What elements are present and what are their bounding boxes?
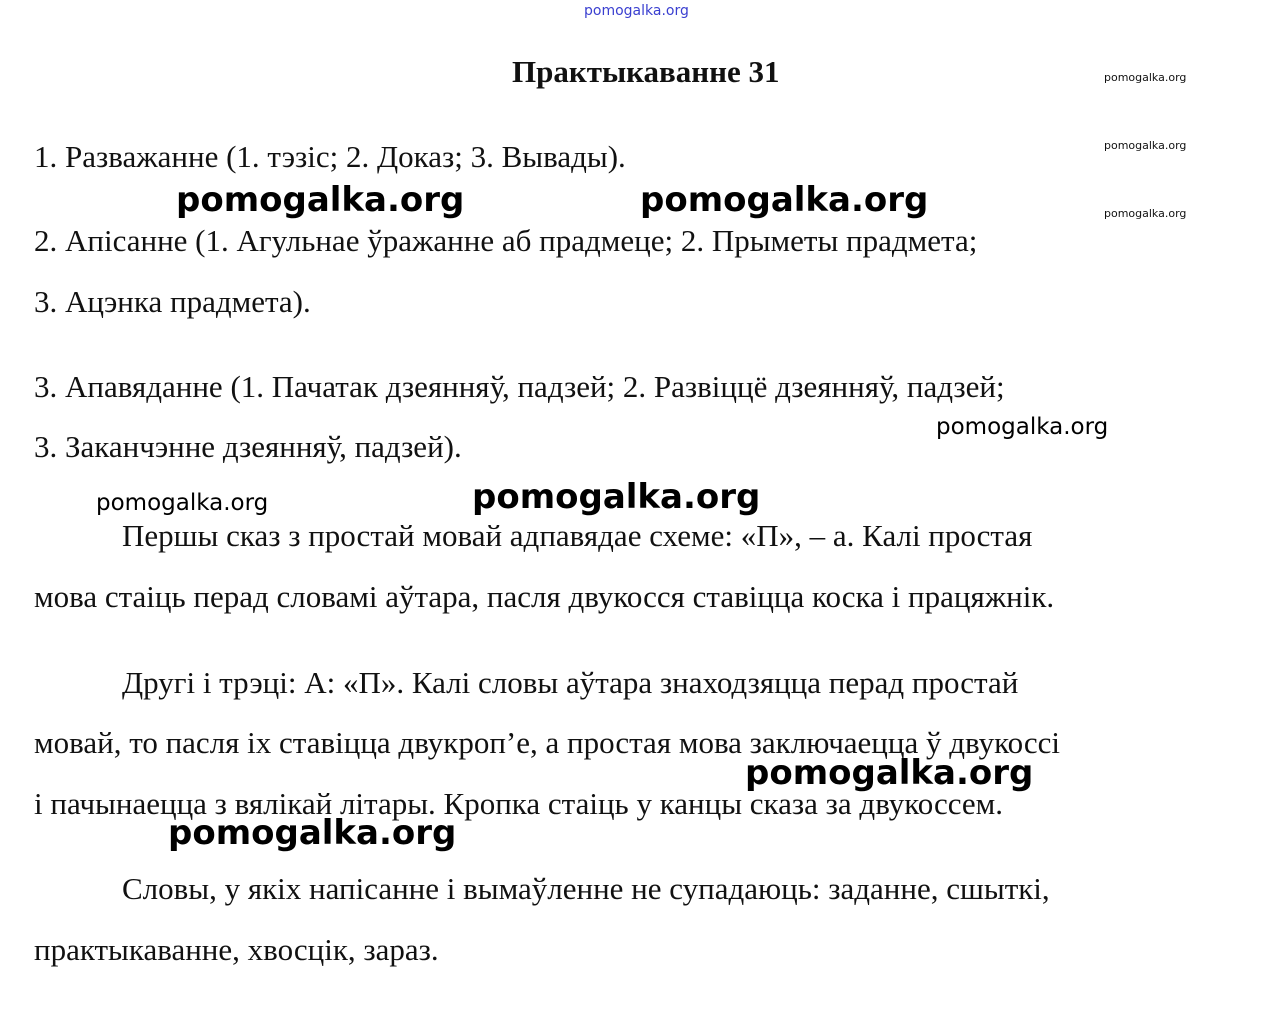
- watermark-top-link[interactable]: pomogalka.org: [584, 3, 689, 19]
- watermark-large: pomogalka.org: [472, 477, 761, 517]
- watermark-large: pomogalka.org: [168, 813, 457, 853]
- watermark-large: pomogalka.org: [745, 753, 1034, 793]
- text-line: мовай, то пасля іх ставіцца двукроп’е, а простая мова заключаецца ў двукоссі: [34, 725, 1060, 760]
- page-title: Практыкаванне 31: [512, 54, 780, 89]
- watermark-medium: pomogalka.org: [96, 490, 269, 516]
- text-line: 3. Заканчэнне дзеянняў, падзей).: [34, 429, 462, 464]
- text-line: 3. Ацэнка прадмета).: [34, 284, 311, 319]
- text-line: мова стаіць перад словамі аўтара, пасля двукосся ставіцца коска і працяжнік.: [34, 579, 1055, 614]
- text-line: Словы, у якіх напісанне і вымаўленне не супадаюць: заданне, сшыткі,: [122, 871, 1050, 906]
- watermark-small: pomogalka.org: [1104, 139, 1187, 152]
- watermark-large: pomogalka.org: [640, 180, 929, 220]
- text-line: практыкаванне, хвосцік, зараз.: [34, 932, 439, 967]
- watermark-large: pomogalka.org: [176, 180, 465, 220]
- text-line: 2. Апісанне (1. Агульнае ўражанне аб прадмеце; 2. Прыметы прадмета;: [34, 223, 978, 258]
- watermark-small: pomogalka.org: [1104, 71, 1187, 84]
- text-line: Другі і трэці: А: «П». Калі словы аўтара знаходзяцца перад простай: [122, 665, 1019, 700]
- watermark-medium: pomogalka.org: [936, 414, 1109, 440]
- watermark-small: pomogalka.org: [1104, 207, 1187, 220]
- text-line: і пачынаецца з вялікай літары. Кропка стаіць у канцы сказа за двукоссем.: [34, 786, 1004, 821]
- text-line: 3. Апавяданне (1. Пачатак дзеянняў, падзей; 2. Развіццё дзеянняў, падзей;: [34, 369, 1005, 404]
- text-line: 1. Разважанне (1. тэзіс; 2. Доказ; 3. Вывады).: [34, 139, 626, 174]
- text-line: Першы сказ з простай мовай адпавядае схеме: «П», – а. Калі простая: [122, 518, 1033, 553]
